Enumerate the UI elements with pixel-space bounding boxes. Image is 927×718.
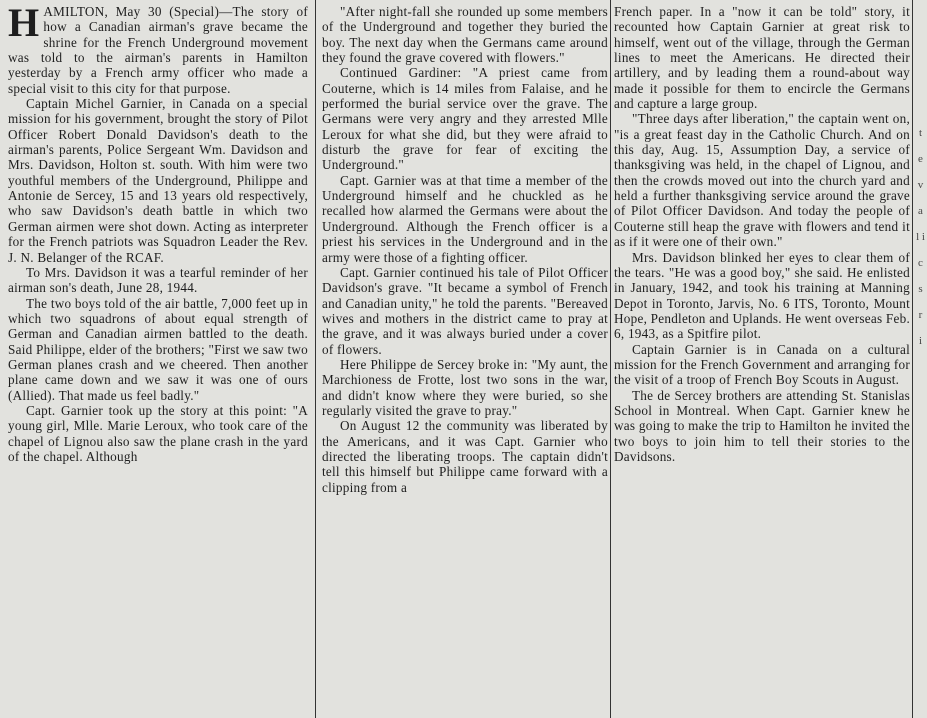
paragraph: Here Philippe de Sercey broke in: "My aunt, the Marchioness de Frotte, lost two sons in the war, and didn't know where they were buried, so she regularly visited the grave to pray."	[322, 356, 608, 418]
margin-note: t e v a l i c s r i	[916, 127, 925, 347]
paragraph: Capt. Garnier was at that time a member of the Underground himself and he chuckled as he recalled how alarmed the Germans were about the Underground. Although the French officer is a priest his services in the Underground and in the army were those of a fighting officer.	[322, 172, 608, 265]
column-divider	[315, 0, 316, 718]
paragraph: Captain Michel Garnier, in Canada on a special mission for his government, brought the story of Pilot Officer Robert Donald Davidson's death to the airman's parents, Police Sergeant Wm. Davidson and Mrs. Davidson, Holton st. south. With him were two youthful members of the Underground, Philippe and Antonie de Sercey, 15 and 13 years old respectively, who saw Davidson's death battle in which two German airmen were shot down. Acting as interpreter for the French patriots was Squadron Leader the Rev. J. N. Belanger of the RCAF.	[8, 96, 308, 265]
article-lead-paragraph	[8, 4, 308, 96]
paragraph: Mrs. Davidson blinked her eyes to clear them of the tears. "He was a good boy," she said. He enlisted in January, 1942, and took his training at Manning Depot in Toronto, Jarvis, No. 6 ITS, Toronto, Mount Hope, Pendleton and Uplands. He went overseas Feb. 6, 1943, as a Spitfire pilot.	[614, 249, 910, 342]
paragraph: To Mrs. Davidson it was a tearful reminder of her airman son's death, June 28, 1944.	[8, 264, 308, 296]
paragraph: "Three days after liberation," the captain went on, "is a great feast day in the Catholic Church. And on this day, Aug. 15, Assumption Day, a service of thanksgiving was held, in the chapel of Lignou, and then the crowds moved out into the church yard and held a further thanksgiving service around the grave of Pilot Officer Davidson. And today the people of Couterne still heap the grave with flowers and tend it as if it were one of their own."	[614, 111, 910, 250]
article-column-3	[614, 4, 910, 718]
lead-text: AMILTON, May 30 (Special)—The story of how a Canadian airman's grave became the shrine for the French Underground movement was told to the airman's parents in Hamilton yesterday by a French army officer who made a special visit to this city for that purpose.	[8, 4, 308, 96]
paragraph: French paper. In a "now it can be told" story, it recounted how Captain Garnier at great risk to himself, went out of the village, through the German lines to meet the Americans. He directed their artillery, and by leading them a round-about way made it possible for them to encircle the Germans and capture a large group.	[614, 4, 910, 112]
drop-cap-letter: H	[8, 4, 40, 45]
article-column-2	[322, 4, 608, 718]
paragraph: The two boys told of the air battle, 7,000 feet up in which two squadrons of about equal strength of German and Canadian airmen battled to the death. Said Philippe, elder of the brothers; "First we saw two German planes crash and we cheered. Then another plane came down and we saw it was one of ours (Allied). That made us feel badly."	[8, 295, 308, 403]
paragraph: On August 12 the community was liberated by the Americans, and it was Capt. Garnier who directed the liberating troops. The captain didn't tell this himself but Philippe came forward with a clipping from a	[322, 418, 608, 495]
paragraph: Capt. Garnier continued his tale of Pilot Officer Davidson's grave. "It became a symbol of French and Canadian unity," he told the parents. "Bereaved wives and mothers in the district came to pray at the grave, and it was always buried under a cover of flowers.	[322, 264, 608, 357]
paragraph: Continued Gardiner: "A priest came from Couterne, which is 14 miles from Falaise, and he performed the burial service over the grave. The Germans were very angry and they arrested Mlle Leroux for what she did, but they were afraid to disturb the grave for fear of exciting the Underground."	[322, 65, 608, 173]
column-divider	[912, 0, 913, 718]
column-divider	[610, 0, 611, 718]
paragraph: The de Sercey brothers are attending St. Stanislas School in Montreal. When Capt. Garnier knew he was going to make the trip to Hamilton he invited the two boys to join him to tell their stories to the Davidsons.	[614, 387, 910, 464]
paragraph: Captain Garnier is in Canada on a cultural mission for the French Government and arranging for the visit of a troop of French Boy Scouts in August.	[614, 341, 910, 388]
article-column-1	[8, 4, 308, 718]
paragraph: "After night-fall she rounded up some members of the Underground and together they buried the boy. The next day when the Germans came around they found the grave covered with flowers."	[322, 4, 608, 66]
paragraph: Capt. Garnier took up the story at this point: "A young girl, Mlle. Marie Leroux, who took care of the chapel of Lignou also saw the plane crash in the yard of the chapel. Although	[8, 402, 308, 464]
